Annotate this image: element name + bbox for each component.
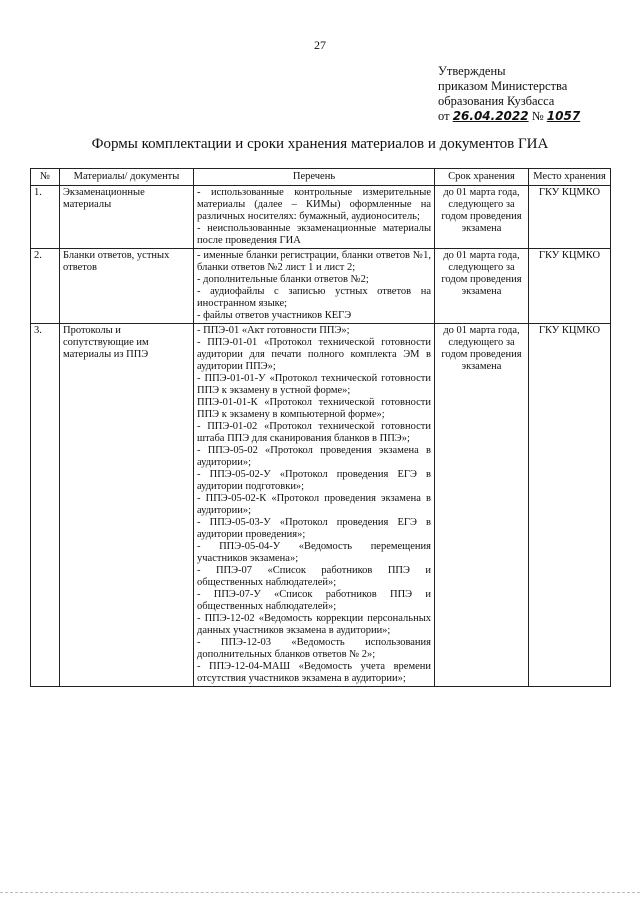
list-item: - ППЭ-12-03 «Ведомость использования дополнительных бланков ответов № 2»; (197, 637, 431, 660)
list-item: - ППЭ-05-04-У «Ведомость перемещения участников экзамена»; (197, 541, 431, 564)
approval-order-line (438, 109, 580, 124)
row-items (194, 186, 435, 249)
list-item: - файлы ответов участников КЕГЭ (197, 310, 352, 321)
header-materials: Материалы/ документы (60, 169, 194, 186)
row-number: 3. (31, 324, 60, 687)
footer-divider (0, 892, 640, 893)
header-list: Перечень (194, 169, 435, 186)
row-items (194, 249, 435, 324)
page-number: 27 (314, 38, 326, 52)
row-number: 1. (31, 186, 60, 249)
row-storage-term: до 01 марта года, следующего за годом проведения экзамена (435, 186, 529, 249)
header-term: Срок хранения (435, 169, 529, 186)
table-row (31, 186, 611, 249)
list-item: - дополнительные бланки ответов №2; (197, 274, 369, 285)
row-storage-place: ГКУ КЦМКО (529, 249, 611, 324)
row-materials: Протоколы и сопутствующие им материалы из ППЭ (60, 324, 194, 687)
list-item: - ППЭ-07-У «Список работников ППЭ и общественных наблюдателей»; (197, 589, 431, 612)
row-materials: Бланки ответов, устных ответов (60, 249, 194, 324)
row-storage-term: до 01 марта года, следующего за годом проведения экзамена (435, 324, 529, 687)
approval-date: 26.04.2022 (452, 109, 529, 123)
approval-block (438, 64, 580, 124)
table-body (31, 186, 611, 687)
approval-line-1: Утверждены (438, 64, 506, 78)
table-header-row (31, 169, 611, 186)
list-item: - ППЭ-01-01-У «Протокол технической готовности ППЭ к экзамену в устной форме»; (197, 373, 431, 396)
approval-line-3: образования Кузбасса (438, 94, 555, 108)
list-item: - ППЭ-01 «Акт готовности ППЭ»; (197, 325, 350, 336)
list-item: - именные бланки регистрации, бланки ответов №1, бланки ответов №2 лист 1 и лист 2; (197, 250, 431, 273)
list-item: - ППЭ-05-03-У «Протокол проведения ЕГЭ в аудитории проведения»; (197, 517, 431, 540)
list-item: - ППЭ-12-04-МАШ «Ведомость учета времени отсутствия участников экзамена в аудитории»; (197, 661, 431, 684)
row-items (194, 324, 435, 687)
row-storage-place: ГКУ КЦМКО (529, 324, 611, 687)
header-place: Место хранения (529, 169, 611, 186)
list-item: - аудиофайлы с записью устных ответов на иностранном языке; (197, 286, 431, 309)
list-item: - ППЭ-07 «Список работников ППЭ и общественных наблюдателей»; (197, 565, 431, 588)
document-title: Формы комплектации и сроки хранения материалов и документов ГИА (91, 136, 549, 152)
row-number: 2. (31, 249, 60, 324)
list-item: - ППЭ-01-02 «Протокол технической готовности штаба ППЭ для сканирования бланков в ППЭ»; (197, 421, 431, 444)
list-item: - использованные контрольные измерительные материалы (далее – КИМы) оформленные на различных носителях: бумажный, аудионоситель; (197, 187, 431, 222)
row-storage-place: ГКУ КЦМКО (529, 186, 611, 249)
list-item: - ППЭ-01-01 «Протокол технической готовности аудитории для печати полного комплекта ЭМ в аудитории ППЭ»; (197, 337, 431, 372)
row-storage-term: до 01 марта года, следующего за годом проведения экзамена (435, 249, 529, 324)
list-item: - неиспользованные экзаменационные материалы после проведения ГИА (197, 223, 431, 246)
approval-number-label: № (531, 109, 544, 123)
approval-number: 1057 (546, 109, 581, 123)
list-item: - ППЭ-05-02-К «Протокол проведения экзамена в аудитории»; (197, 493, 431, 516)
materials-table (30, 168, 611, 687)
list-item: - ППЭ-05-02-У «Протокол проведения ЕГЭ в аудитории подготовки»; (197, 469, 431, 492)
table-row (31, 249, 611, 324)
list-item: - ППЭ-12-02 «Ведомость коррекции персональных данных участников экзамена в аудитории»; (197, 613, 431, 636)
table-row (31, 324, 611, 687)
list-item: ППЭ-01-01-К «Протокол технической готовности ППЭ к экзамену в компьютерной форме»; (197, 397, 431, 420)
list-item: - ППЭ-05-02 «Протокол проведения экзамена в аудитории»; (197, 445, 431, 468)
approval-line-2: приказом Министерства (438, 79, 568, 93)
approval-prefix: от (438, 109, 450, 123)
header-num: № (31, 169, 60, 186)
row-materials: Экзаменационные материалы (60, 186, 194, 249)
